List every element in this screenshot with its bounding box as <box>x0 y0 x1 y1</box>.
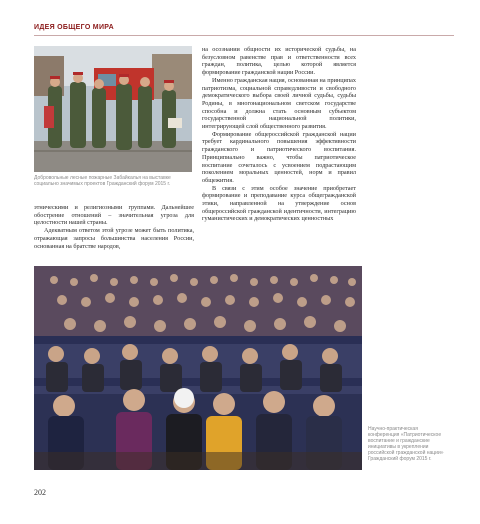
right-paragraph: на осознании общности их исторической судьбы, на безусловном равенстве прав и ответственности всех граждан, политика, целью которой является формирование гражданской нации России. <box>202 46 356 77</box>
top-photo-caption: Добровольные лесные пожарные Забайкалья на выставке социально значимых проектов Гражданский форум 2015 г. <box>34 175 171 187</box>
section-title: ИДЕЯ ОБЩЕГО МИРА <box>34 24 114 31</box>
bottom-photo-caption: Научно-практическая конференция «Патриотическое воспитание и гражданские инициативы в укреплении российской гражданской нации» Гражданский форум 2015 г. <box>368 426 444 462</box>
right-paragraph: Формирование общероссийской гражданской нации требует кардинального повышения эффективности гражданского и патриотического воспитания. Принципиально важно, чтобы патриотическое воспитание сочеталось с усвоением подрастающим поколением моральных ценностей, норм и правил общежития. <box>202 130 356 184</box>
bottom-photo-conference <box>34 266 362 470</box>
right-column <box>202 46 356 223</box>
right-paragraph: Именно гражданская нация, основанная на принципах патриотизма, социальной справедливости и свободного демократического выбора своей личной судьбы, судьбы Родины, в многонациональном светском государстве способна и должна стать основным субъектом государственной национальной политики, интегрирующей слой общественного развития. <box>202 76 356 131</box>
left-paragraph: Адекватным ответом этой угрозе может быть политика, отражающая запросы большинства населения России, основанная на братстве народов, <box>34 227 194 250</box>
page-header <box>34 24 454 36</box>
left-paragraph: этническими и религиозными группами. Дальнейшее обострение отношений – значительная угроза для целостности нашей страны. <box>34 204 194 227</box>
page-number: 202 <box>34 488 46 497</box>
left-column <box>34 204 194 250</box>
right-paragraph: В связи с этим особое значение приобретает формирование и преподавание курса общегражданской этики, направленной на утверждение основ общероссийской гражданской идентичности, интеграцию гуманистических и демократических ценностных <box>202 184 356 223</box>
top-photo-firefighters <box>34 46 192 172</box>
